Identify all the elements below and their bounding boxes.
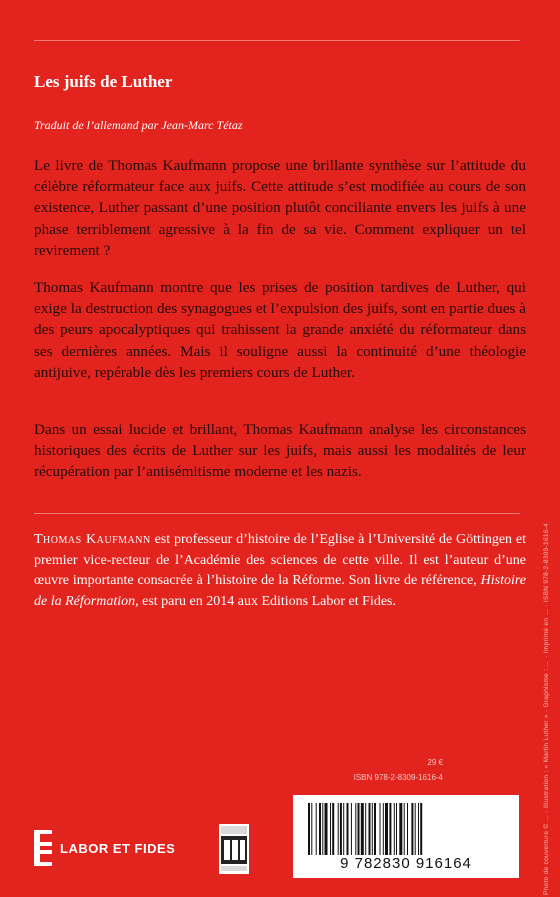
author-name: Thomas Kaufmann: [34, 532, 151, 547]
author-bio: [34, 530, 526, 612]
publisher-name: LABOR ET FIDES: [60, 840, 176, 856]
barcode-digits: 9 782830 916164: [340, 855, 472, 872]
labor-et-fides-logo-icon: [34, 830, 52, 866]
publisher-logo: [34, 830, 175, 866]
cnl-logo-icon: [219, 824, 249, 874]
blurb-paragraph-3: Dans un essai lucide et brillant, Thomas Kaufmann analyse les circonstances historiques des écrits de Luther sur les juifs, mais aussi les modalités de leur récupération par l’antisémitisme moderne et les nazis.: [34, 421, 526, 481]
barcode-panel: [293, 795, 519, 878]
bio-rule: [34, 513, 520, 514]
barcode-icon: [306, 803, 506, 855]
book-title: Les juifs de Luther: [34, 72, 173, 91]
isbn-number: ISBN 978-2-8309-1616-4: [353, 773, 443, 782]
blurb-paragraph-2: Thomas Kaufmann montre que les prises de position tardives de Luther, qui exige la destruction des synagogues et l’expulsion des juifs, sont en partie dues à des peurs apocalyptiques qui trahissent la grande anxiété du réformateur dans ses dernières années. Mais il souligne aussi la continuité d’une théologie antijuive, repérable dès les premiers cours de Luther.: [34, 279, 526, 381]
translator-credit: Traduit de l’allemand par Jean-Marc Tétaz: [34, 118, 243, 132]
price: 29 €: [427, 758, 443, 767]
bio-text-2: , est paru en 2014 aux Editions Labor et Fides.: [135, 593, 397, 609]
top-rule: [34, 40, 520, 41]
bio-text-1: est professeur d’histoire de l’Eglise à l’Université de Göttingen et premier vice-recteur de l’Académie des sciences de cette ville. Il est l’auteur d’une œuvre importante consacrée à l’histoire de la Réforme. Son livre de référence,: [34, 532, 527, 588]
spine-credits: Photo de couverture © … · Illustration : « Martin Luther » · Graphisme : … · Imprimé en … · ISBN 978-2-8309-1616-4: [543, 522, 550, 895]
bio-book-title: Histoire de la Réformation: [34, 573, 526, 609]
blurb-paragraph-1: Le livre de Thomas Kaufmann propose une brillante synthèse sur l’attitude du célèbre réformateur face aux juifs. Cette attitude s’est modifiée au cours de son existence, Luther passant d’une position plutôt conciliante envers les juifs à une phase terriblement agressive à la fin de sa vie. Comment expliquer un tel revirement ?: [34, 157, 526, 259]
